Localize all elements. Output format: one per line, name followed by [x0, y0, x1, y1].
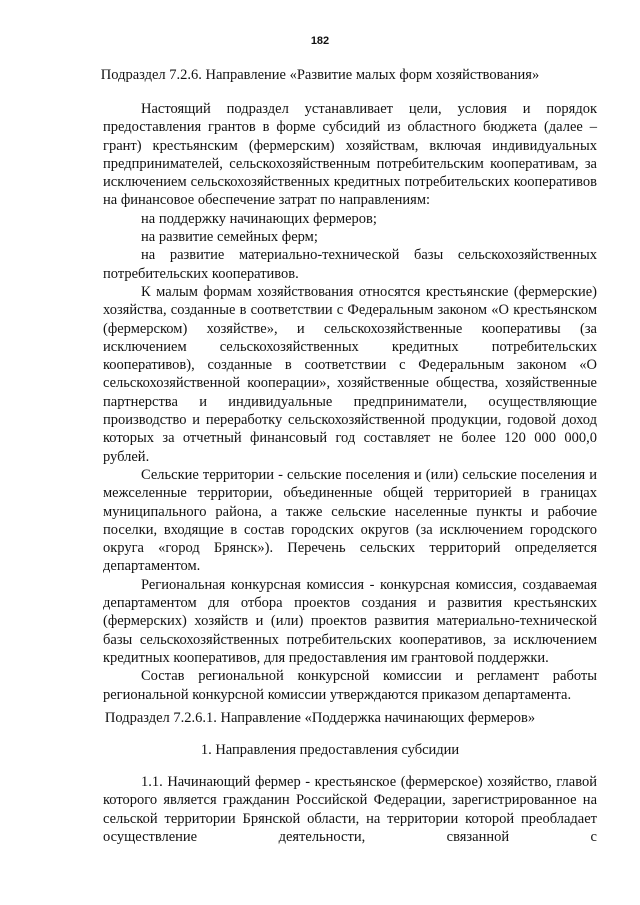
paragraph-rural-territories: Сельские территории - сельские поселения и (или) сельские поселения и межселенные территории, объединенные общей территорией в границах муниципального района, а также сельские населенные пункты и рабочие поселки, входящие в состав городских округов (за исключением городского округа «город Брянск»). Перечень сельских территорий определяется департаментом. [103, 466, 597, 575]
list-item-cooperatives: на развитие материально-технической базы сельскохозяйственных потребительских кооперативов. [103, 247, 597, 282]
section-body [103, 100, 597, 704]
page-number: 182 [310, 35, 330, 47]
list-item-family-farms: на развитие семейных ферм; [141, 229, 318, 246]
subsection-heading: Подраздел 7.2.6.1. Направление «Поддержка начинающих фермеров» [104, 710, 536, 726]
paragraph-beginning-farmer-definition: 1.1. Начинающий фермер - крестьянское (фермерское) хозяйство, главой которого является гражданин Российской Федерации, зарегистрированное на сельской территории Брянской области, на территории которой преобладает осуществление деятельности, связанной с [103, 774, 597, 845]
paragraph-regional-commission: Региональная конкурсная комиссия - конкурсная комиссия, создаваемая департаментом для отбора проектов создания и развития крестьянских (фермерских) хозяйств и (или) проектов развития материально-технической базы сельскохозяйственных потребительских кооперативов, за исключением кредитных кооперативов, для предоставления им грантовой поддержки. [103, 576, 597, 666]
chapter-heading: 1. Направления предоставления субсидии [200, 742, 460, 758]
paragraph-small-forms: К малым формам хозяйствования относятся крестьянские (фермерские) хозяйства, созданные в соответствии с Федеральным законом «О крестьянском (фермерском) хозяйстве», и сельскохозяйственные кооперативы (за исключением сельскохозяйственных кредитных потребительских кооперативов), созданные в соответствии с Федеральным законом «О сельскохозяйственной кооперации», хозяйственные общества, хозяйственные партнерства и индивидуальные предприниматели, осуществляющие производство и переработку сельскохозяйственной продукции, годовой доход которых за отчетный финансовый год составляет не более 120 000 000,0 рублей. [103, 283, 597, 465]
subsection-body [103, 773, 597, 846]
list-item-beginning-farmers: на поддержку начинающих фермеров; [141, 210, 377, 227]
paragraph-commission-composition: Состав региональной конкурсной комиссии и регламент работы региональной конкурсной комиссии утверждаются приказом департамента. [103, 668, 597, 703]
section-heading: Подраздел 7.2.6. Направление «Развитие малых форм хозяйствования» [100, 67, 540, 83]
paragraph-intro: Настоящий подраздел устанавливает цели, условия и порядок предоставления грантов в форме субсидий из областного бюджета (далее – грант) крестьянским (фермерским) хозяйствам, включая индивидуальных предпринимателей, сельскохозяйственным потребительским кооперативам, за исключением сельскохозяйственных кредитных потребительских кооперативов на финансовое обеспечение затрат по направлениям: [103, 101, 597, 209]
